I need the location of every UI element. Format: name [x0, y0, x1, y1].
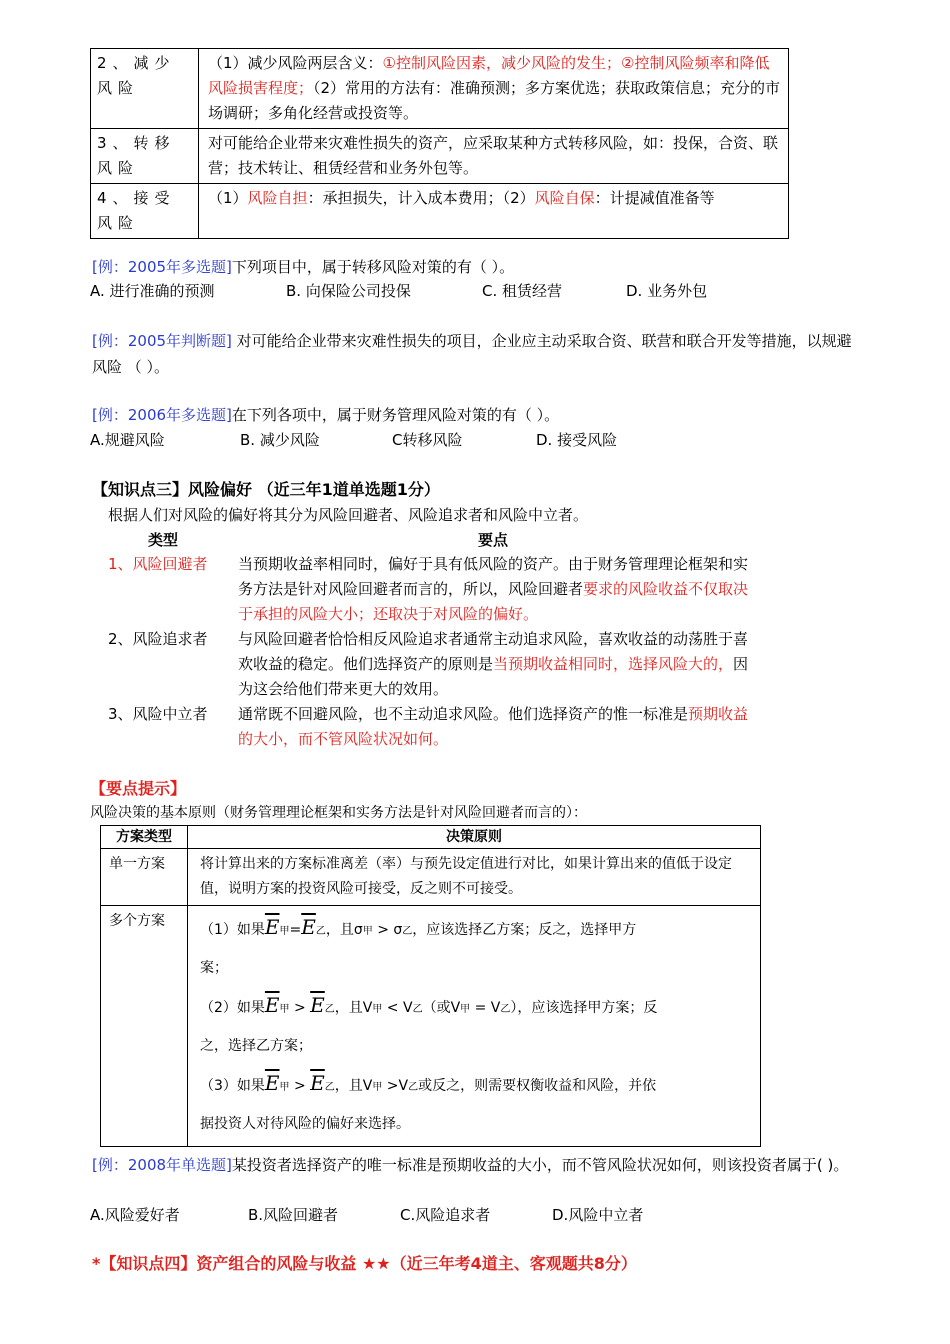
- highlight-text: 风险自保: [534, 189, 595, 207]
- decision-table: [100, 825, 761, 1147]
- option-c: C.风险追求者: [400, 1206, 491, 1224]
- item-text: [238, 627, 754, 702]
- item-label: 3、风险中立者: [108, 705, 208, 723]
- text-segment: 因为这会给他们带来更大的效用。: [238, 655, 749, 698]
- row-content: [199, 129, 789, 184]
- header-type: 方案类型: [101, 826, 188, 849]
- question-text: 在下列各项中，属于财务管理风险对策的有（ ）。: [231, 406, 560, 424]
- table-row: [91, 49, 789, 129]
- example-3: [92, 403, 852, 428]
- table-header-row: [101, 826, 761, 849]
- option-d: D. 业务外包: [626, 282, 708, 300]
- row-label: 4、接受风险: [91, 184, 199, 239]
- example-4: [92, 1153, 862, 1178]
- row-content: 将计算出来的方案标准离差（率）与预先设定值进行对比，如果计算出来的值低于设定值，说明方案的投资风险可接受，反之则不可接受。: [188, 849, 761, 906]
- section-title: 【知识点三】风险偏好 （近三年1道单选题1分）: [92, 480, 440, 499]
- preference-item: [108, 552, 758, 627]
- row-content: [199, 184, 789, 239]
- row-label: 3、转移风险: [91, 129, 199, 184]
- text-segment: 当预期收益率相同时，偏好于具有低风险的资产。由于财务管理理论框架和实务方法是针对风险回避者而言的，所以，风险回避者: [238, 555, 749, 598]
- text-segment: （2）常用的方法有：准确预测；多方案优选；获取政策信息；充分的市场调研；多角化经营或投资等。: [208, 79, 781, 122]
- tip-intro: 风险决策的基本原则（财务管理理论框架和实务方法是针对风险回避者而言的）：: [90, 805, 587, 821]
- row-label: 多个方案: [101, 906, 188, 1147]
- row-label: 2、减少风险: [91, 49, 199, 129]
- highlight-text: 要求的风险收益不仅取决于承担的风险大小；还取决于对风险的偏好。: [238, 580, 749, 623]
- table-row: [101, 849, 761, 906]
- highlight-text: 当预期收益相同时，选择风险大的，: [493, 655, 734, 673]
- text-segment: ：计提减值准备等: [594, 189, 715, 207]
- table-row: [101, 906, 761, 1147]
- example-tag: [例：2008年单选题]: [92, 1156, 232, 1174]
- option-d: D.风险中立者: [552, 1206, 644, 1224]
- item-text: [238, 702, 754, 752]
- column-header-type: 类型: [148, 531, 179, 549]
- highlight-text: ①控制风险因素，减少风险的发生；②控制风险频率和降低风险损害程度；: [208, 54, 770, 97]
- text-segment: 通常既不回避风险，也不主动追求风险。他们选择资产的惟一标准是: [238, 705, 689, 723]
- text-segment: 与风险回避者恰恰相反风险追求者通常主动追求风险，喜欢收益的动荡胜于喜欢收益的稳定。他们选择资产的原则是: [238, 630, 749, 673]
- option-a: A. 进行准确的预测: [90, 282, 215, 300]
- preference-item: [108, 627, 758, 702]
- example-tag: [例：2005年多选题]: [92, 258, 232, 276]
- example-tag: [例：2006年多选题]: [92, 406, 232, 424]
- option-d: D. 接受风险: [536, 431, 618, 449]
- option-a: A.风险爱好者: [90, 1206, 180, 1224]
- options-row: [90, 429, 850, 451]
- example-1: [92, 255, 852, 280]
- option-b: B.风险回避者: [248, 1206, 339, 1224]
- options-row: [90, 280, 850, 302]
- section-title: *【知识点四】资产组合的风险与收益 ★★（近三年考4道主、客观题共8分）: [92, 1254, 637, 1273]
- table-row: [91, 129, 789, 184]
- rule-3-cont: 据投资人对待风险的偏好来选择。: [200, 1116, 410, 1132]
- item-label: 2、风险追求者: [108, 630, 208, 648]
- item-label: 1、风险回避者: [108, 555, 208, 573]
- column-header-points: 要点: [478, 531, 509, 549]
- example-tag: [例：2005年判断题]: [92, 332, 232, 350]
- tip-title: 【要点提示】: [90, 779, 187, 798]
- highlight-text: 预期收益的大小，而不管风险状况如何。: [238, 705, 749, 748]
- rule-1: （1）如果$\overline{E}$甲$=\overline{E}$乙，且σ甲 > σ乙，应该选择乙方案；反之，选择甲方: [200, 915, 637, 939]
- preference-item: [108, 702, 758, 752]
- risk-strategy-table: [90, 48, 789, 239]
- option-b: B. 减少风险: [240, 431, 320, 449]
- option-c: C. 租赁经营: [482, 282, 563, 300]
- table-row: [91, 184, 789, 239]
- row-content: [199, 49, 789, 129]
- text-segment: （1）减少风险两层含义：: [208, 54, 383, 72]
- text-segment: 对可能给企业带来灾难性损失的资产，应采取某种方式转移风险，如：投保，合资、联营；技术转让、租赁经营和业务外包等。: [208, 134, 779, 177]
- option-c: C转移风险: [392, 431, 463, 449]
- rule-1-cont: 案；: [200, 960, 228, 976]
- question-text: 某投资者选择资产的唯一标准是预期收益的大小，而不管风险状况如何，则该投资者属于( )。: [231, 1156, 849, 1174]
- header-rule: 决策原则: [188, 826, 761, 849]
- item-text: [238, 552, 754, 627]
- option-b: B. 向保险公司投保: [286, 282, 411, 300]
- row-label: 单一方案: [101, 849, 188, 906]
- intro-text: 根据人们对风险的偏好将其分为风险回避者、风险追求者和风险中立者。: [108, 506, 589, 524]
- example-2: [92, 328, 862, 380]
- row-content: [188, 906, 761, 1147]
- rule-3: （3）如果$\overline{E}$甲 > $\overline{E}$乙，且V甲 >V乙或反之，则需要权衡收益和风险，并依: [200, 1071, 657, 1095]
- text-segment: ：承担损失，计入成本费用；（2）: [307, 189, 535, 207]
- highlight-text: 风险自担: [247, 189, 308, 207]
- rule-2: （2）如果$\overline{E}$甲 > $\overline{E}$乙，且V甲 < V乙（或V甲 = V乙），应该选择甲方案；反: [200, 993, 658, 1017]
- rule-2-cont: 之，选择乙方案；: [200, 1038, 312, 1054]
- text-segment: （1）: [208, 189, 248, 207]
- option-a: A.规避风险: [90, 431, 165, 449]
- question-text: 下列项目中，属于转移风险对策的有（ ）。: [231, 258, 515, 276]
- question-text: 对可能给企业带来灾难性损失的项目，企业应主动采取合资、联营和联合开发等措施，以规避风险 （ ）。: [92, 332, 852, 376]
- options-row: [90, 1204, 850, 1226]
